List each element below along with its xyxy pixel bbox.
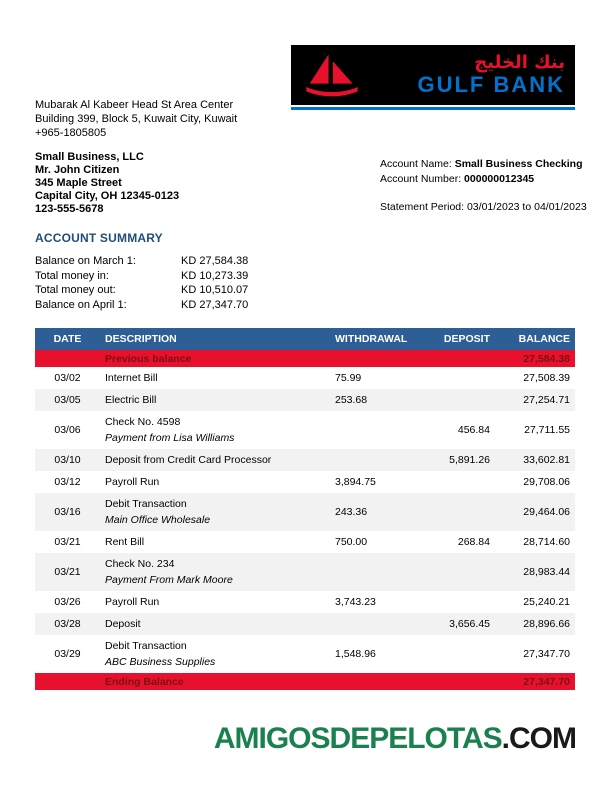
transactions-table xyxy=(35,328,575,690)
transaction-description: Deposit from Credit Card Processor xyxy=(105,454,272,466)
transaction-date: 03/06 xyxy=(54,424,81,436)
transaction-balance: 25,240.21 xyxy=(523,596,570,608)
transaction-deposit: 3,656.45 xyxy=(449,618,490,630)
transaction-balance: 27,347.70 xyxy=(523,648,570,660)
customer-phone: 123-555-5678 xyxy=(35,203,104,215)
transaction-row xyxy=(35,553,575,591)
transaction-description: Check No. 234 xyxy=(105,558,175,570)
gulf-bank-english-name: GULF BANK xyxy=(417,71,565,97)
transaction-description: Rent Bill xyxy=(105,536,145,548)
transaction-balance: 27,711.55 xyxy=(524,424,570,436)
account-summary-rows xyxy=(35,254,248,312)
transaction-description: Check No. 4598 xyxy=(105,416,181,428)
empty-cell xyxy=(330,350,435,367)
summary-row xyxy=(35,269,248,284)
summary-value: KD 27,584.38 xyxy=(181,255,249,267)
account-number-row xyxy=(380,172,587,187)
bank-address-line: Building 399, Block 5, Kuwait City, Kuwait xyxy=(35,113,238,125)
transaction-deposit: 268.84 xyxy=(457,536,490,548)
transaction-date: 03/16 xyxy=(54,506,81,518)
transaction-balance: 29,464.06 xyxy=(523,506,570,518)
transaction-deposit: 456.84 xyxy=(457,424,490,436)
transaction-detail: Main Office Wholesale xyxy=(105,514,211,526)
gulf-bank-logo xyxy=(291,45,575,110)
summary-row xyxy=(35,254,248,269)
transaction-balance: 29,708.06 xyxy=(523,476,570,488)
gulf-bank-arabic-name: بنك الخليج xyxy=(474,52,565,73)
transaction-balance: 27,254.71 xyxy=(523,394,570,406)
transaction-deposit xyxy=(435,367,495,389)
transaction-description: Payroll Run xyxy=(105,596,160,608)
transaction-date: 03/29 xyxy=(54,648,81,660)
summary-value: KD 10,273.39 xyxy=(181,269,249,282)
column-header-date: DATE xyxy=(35,328,100,350)
summary-row xyxy=(35,283,248,298)
transaction-withdrawal: 3,743.23 xyxy=(335,596,376,608)
transaction-row xyxy=(35,389,575,411)
summary-label: Balance on April 1: xyxy=(35,298,127,311)
summary-label: Balance on March 1: xyxy=(35,255,136,267)
transaction-description: Electric Bill xyxy=(105,394,157,406)
transaction-date: 03/26 xyxy=(54,596,81,608)
customer-street: 345 Maple Street xyxy=(35,177,122,189)
transaction-date: 03/05 xyxy=(54,394,81,406)
customer-address-block xyxy=(35,151,179,216)
transaction-description-cell xyxy=(100,411,330,449)
column-header-balance: BALANCE xyxy=(495,328,575,350)
account-number-value: 000000012345 xyxy=(464,173,535,185)
transaction-row xyxy=(35,367,575,389)
logo-underline xyxy=(291,107,575,110)
transaction-description-cell xyxy=(100,389,330,411)
transaction-description: Internet Bill xyxy=(105,372,158,384)
transactions-table-head xyxy=(35,328,575,350)
transaction-date: 03/02 xyxy=(54,372,81,384)
bank-address-line: Mubarak Al Kabeer Head St Area Center xyxy=(35,99,234,111)
transaction-detail: Payment From Mark Moore xyxy=(105,574,233,586)
transaction-detail: ABC Business Supplies xyxy=(105,656,216,668)
transaction-row xyxy=(35,449,575,471)
customer-city: Capital City, OH 12345-0123 xyxy=(35,190,180,202)
transaction-description-cell xyxy=(100,613,330,635)
transaction-row xyxy=(35,411,575,449)
footer-brand xyxy=(214,722,576,756)
transaction-description-cell xyxy=(100,553,330,591)
column-header-description: DESCRIPTION xyxy=(100,328,330,350)
transaction-row xyxy=(35,591,575,613)
transaction-deposit xyxy=(435,591,495,613)
statement-period-value: 03/01/2023 to 04/01/2023 xyxy=(466,201,587,213)
transaction-date: 03/12 xyxy=(54,476,81,488)
empty-cell xyxy=(35,673,100,690)
summary-value: KD 27,347.70 xyxy=(181,298,249,311)
summary-value: KD 10,510.07 xyxy=(181,284,249,296)
transaction-date: 03/10 xyxy=(54,454,81,466)
transaction-withdrawal: 253.68 xyxy=(335,394,368,406)
transaction-description-cell xyxy=(100,367,330,389)
account-name-value: Small Business Checking xyxy=(454,158,583,170)
transaction-description-cell xyxy=(100,591,330,613)
transaction-withdrawal: 243.36 xyxy=(335,506,368,518)
transaction-description-cell xyxy=(100,531,330,553)
transaction-description-cell xyxy=(100,493,330,531)
account-number-label: Account Number: xyxy=(380,173,462,185)
statement-period-label: Statement Period: xyxy=(380,201,465,213)
empty-cell xyxy=(435,350,495,367)
footer-site-name: AMIGOSDEPELOTAS xyxy=(213,722,502,755)
transaction-balance: 33,602.81 xyxy=(523,454,570,466)
transaction-deposit xyxy=(435,635,495,673)
transaction-withdrawal: 3,894.75 xyxy=(335,476,376,488)
transaction-row xyxy=(35,471,575,493)
transaction-withdrawal: 75.99 xyxy=(335,372,362,384)
empty-cell xyxy=(330,673,435,690)
previous-balance-row xyxy=(35,350,575,367)
transaction-balance: 27,508.39 xyxy=(523,372,570,384)
summary-label: Total money in: xyxy=(35,269,109,282)
customer-name: Mr. John Citizen xyxy=(35,164,120,176)
transaction-description: Debit Transaction xyxy=(105,498,187,510)
ending-balance-row-label: Ending Balance xyxy=(105,675,184,688)
transaction-deposit: 5,891.26 xyxy=(449,454,490,466)
transaction-description: Deposit xyxy=(105,618,141,630)
transaction-balance: 28,983.44 xyxy=(523,566,570,578)
statement-period-row xyxy=(380,200,587,215)
transaction-balance: 28,896.66 xyxy=(523,618,570,630)
gulf-bank-sail-icon xyxy=(303,51,361,99)
account-summary-title: ACCOUNT SUMMARY xyxy=(35,231,163,245)
ending-balance-row-amount: 27,347.70 xyxy=(523,675,570,688)
transaction-description: Payroll Run xyxy=(105,476,160,488)
account-name-label: Account Name: xyxy=(380,158,452,170)
transaction-description: Debit Transaction xyxy=(105,640,187,652)
transaction-withdrawal: 750.00 xyxy=(335,536,368,548)
transaction-row xyxy=(35,635,575,673)
footer-site-tld: .COM xyxy=(501,722,576,755)
transaction-deposit xyxy=(435,553,495,591)
transaction-date: 03/21 xyxy=(54,566,81,578)
table-header-row xyxy=(35,328,575,350)
transaction-description-cell xyxy=(100,449,330,471)
transaction-withdrawal xyxy=(330,553,435,591)
transaction-withdrawal xyxy=(330,613,435,635)
summary-row xyxy=(35,298,248,313)
customer-company: Small Business, LLC xyxy=(35,151,144,163)
column-header-deposit: DEPOSIT xyxy=(435,328,495,350)
transactions-table-body xyxy=(35,350,575,690)
transaction-withdrawal xyxy=(330,449,435,471)
gulf-bank-logo-text xyxy=(361,54,565,96)
transaction-detail: Payment from Lisa Williams xyxy=(105,432,235,444)
empty-cell xyxy=(435,673,495,690)
transaction-deposit xyxy=(435,471,495,493)
previous-balance-row-label: Previous balance xyxy=(105,352,192,365)
transaction-date: 03/28 xyxy=(54,618,81,630)
gulf-bank-logo-box xyxy=(291,45,575,105)
transaction-row xyxy=(35,531,575,553)
ending-balance-row xyxy=(35,673,575,690)
transaction-balance: 28,714.60 xyxy=(523,536,570,548)
transaction-description-cell xyxy=(100,471,330,493)
account-name-row xyxy=(380,157,587,172)
column-header-withdrawal: WITHDRAWAL xyxy=(330,328,435,350)
previous-balance-row-amount: 27,584.38 xyxy=(523,352,570,365)
transaction-date: 03/21 xyxy=(54,536,81,548)
bank-phone: +965-1805805 xyxy=(35,127,107,139)
transaction-deposit xyxy=(435,493,495,531)
empty-cell xyxy=(35,350,100,367)
account-info-block xyxy=(380,157,587,215)
transaction-withdrawal: 1,548.96 xyxy=(335,648,376,660)
summary-label: Total money out: xyxy=(35,284,116,296)
transaction-withdrawal xyxy=(330,411,435,449)
transaction-row xyxy=(35,493,575,531)
transaction-row xyxy=(35,613,575,635)
bank-address-block xyxy=(35,98,237,140)
transaction-deposit xyxy=(435,389,495,411)
transaction-description-cell xyxy=(100,635,330,673)
